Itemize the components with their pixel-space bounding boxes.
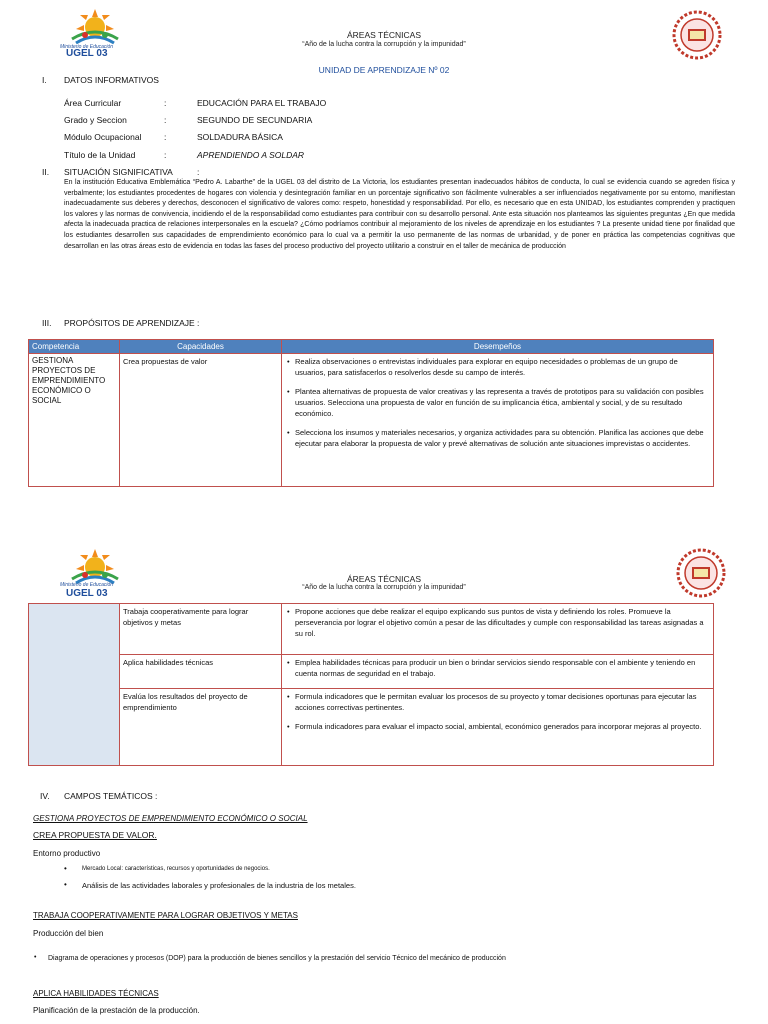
desempenos-cell xyxy=(282,689,714,766)
campo-heading: APLICA HABILIDADES TÉCNICAS xyxy=(33,989,159,998)
bullet-icon: • xyxy=(64,864,67,873)
campo-bullet: Diagrama de operaciones y procesos (DOP) para la producción de bienes sencillos y la prestación del servicio Técnico del mecánico de producción xyxy=(48,955,506,962)
campo-heading: CREA PROPUESTA DE VALOR. xyxy=(33,830,157,840)
capacidad-cell: Evalúa los resultados del proyecto de emprendimiento xyxy=(120,689,282,766)
campo-bullet: Análisis de las actividades laborales y profesionales de la industria de los metales. xyxy=(82,881,356,890)
competencia-cell: GESTIONA PROYECTOS DE EMPRENDIMIENTO ECONÓMICO O SOCIAL xyxy=(29,354,120,487)
datos-row-value: EDUCACIÓN PARA EL TRABAJO xyxy=(197,98,327,108)
desempeno-item: • Propone acciones que debe realizar el equipo explicando sus puntos de vista y definiendo los roles. Promueve la perseverancia por lograr el objetivo común a pesar de las dificultades y cumple con responsabilidad las tareas asignadas a su rol. xyxy=(295,606,710,639)
datos-row-value: SOLDADURA BÁSICA xyxy=(197,132,283,142)
bullet-icon: • xyxy=(64,880,67,889)
section2-num: II. xyxy=(42,167,50,177)
propositos-table-continued xyxy=(28,603,714,766)
logo-text-main: UGEL 03 xyxy=(66,588,108,599)
campo-heading: TRABAJA COOPERATIVAMENTE PARA LOGRAR OBJETIVOS Y METAS xyxy=(33,911,298,920)
col-header-desempenos: Desempeños xyxy=(282,340,714,354)
capacidad-cell: Aplica habilidades técnicas xyxy=(120,655,282,689)
situacion-text: En la institución Educativa Emblemática “Pedro A. Labarthe” de la UGEL 03 del distrito de La Victoria, los estudiantes presentan inadecuados hábitos de conducta, lo cual se evidencia cuando se agreden física y verbalmente; los estudiantes procedentes de hogares con violencia y desintegración familiar en un porcentaje significativo son fácilmente vulnerables a ser influenciados negativamente por su entorno, manifiestan inadecuadamente sus deberes y derechos, desconocen el significativo de valores como: respeto, honestidad y responsabilidad. Por ello, es necesario que en esta UNIDAD, los estudiantes comprenden y practiquen los valores y las normas de convivencia, incidiendo el de la responsabilidad como estudiantes para contribuir con su desarrollo personal. Ante esta situación nos planteamos las siguientes preguntas ¿En que medida afecta la inadecuada practica de relaciones interpersonales en la escuela? ¿Cómo podríamos contribuir al mejoramiento de los niveles de aprendizaje en los estudiantes ? La presente unidad tiene por finalidad que los estudiantes desarrollen sus capacidades de emprendimiento económico para lo cual va a permitir la uso permanente de las normas de urbanidad, y de poner en práctica las competencias cognitivas que desarrollan en las otras áreas esto de evidencia en todas las fases del proceso productivo del proyecto utilitario a construir en el taller de mecánica de producción xyxy=(64,179,735,250)
desempeno-item: • Formula indicadores para evaluar el impacto social, ambiental, económico generados para incorporar mejoras al proyecto. xyxy=(295,721,710,732)
col-header-capacidades: Capacidades xyxy=(120,340,282,354)
propositos-table xyxy=(28,339,714,487)
section2-title: SITUACIÓN SIGNIFICATIVA xyxy=(64,167,173,177)
logo-text-main: UGEL 03 xyxy=(66,48,108,59)
campo-subheading: Planificación de la prestación de la producción. xyxy=(33,1006,200,1015)
campo-bullet: Mercado Local: características, recursos y oportunidades de negocios. xyxy=(82,866,270,872)
area-title: ÁREAS TÉCNICAS xyxy=(346,574,421,584)
campo-subheading: Entorno productivo xyxy=(33,849,101,858)
unit-title: UNIDAD DE APRENDIZAJE Nº 02 xyxy=(318,65,450,75)
campo-heading: GESTIONA PROYECTOS DE EMPRENDIMIENTO ECONÓMICO O SOCIAL xyxy=(33,814,308,823)
desempeno-item: • Selecciona los insumos y materiales necesarios, y organiza actividades para su obtención. Planifica las acciones que debe ejecutar para elaborar la propuesta de valor y prevé alternativas de solución ante situaciones imprevistas o accidentes. xyxy=(295,427,710,449)
campo-subheading: Producción del bien xyxy=(33,929,104,938)
motto: “Año de la lucha contra la corrupción y la impunidad” xyxy=(302,41,466,48)
logo-text-top: Ministerio de Educación xyxy=(60,582,114,588)
motto: “Año de la lucha contra la corrupción y la impunidad” xyxy=(302,584,466,591)
desempeno-item: • Plantea alternativas de propuesta de valor creativas y las representa a través de prototipos para su validación con posibles usuarios. Selecciona una propuesta de valor en función de su implicancia ética, ambiental y social, y de su resultado económico. xyxy=(295,386,710,419)
logo-text-top: Ministerio de Educación xyxy=(60,44,114,50)
datos-row-value: APRENDIENDO A SOLDAR xyxy=(197,150,305,160)
desempenos-cell xyxy=(282,655,714,689)
desempeno-item: • Realiza observaciones o entrevistas individuales para explorar en equipo necesidades o problemas de un grupo de usuarios, para satisfacerlos o resolverlos desde su campo de interés. xyxy=(295,356,710,378)
school-seal-icon xyxy=(672,10,722,65)
section2-sep: : xyxy=(197,167,200,177)
section4-title: CAMPOS TEMÁTICOS : xyxy=(64,791,158,801)
competencia-cell-continued xyxy=(29,604,120,766)
section3-num: III. xyxy=(42,318,52,328)
section1-num: I. xyxy=(42,75,47,85)
section1-title: DATOS INFORMATIVOS xyxy=(64,75,159,85)
datos-row-label: Título de la Unidad xyxy=(64,150,136,160)
datos-row-sep: : xyxy=(164,132,167,142)
datos-row-value: SEGUNDO DE SECUNDARIA xyxy=(197,115,313,125)
datos-row-label: Área Curricular xyxy=(64,98,122,108)
desempeno-item: • Formula indicadores que le permitan evaluar los procesos de su proyecto y tomar decisiones oportunas para ejecutar las acciones correctivas pertinentes. xyxy=(295,691,710,713)
col-header-competencia: Competencia xyxy=(29,340,120,354)
datos-row-sep: : xyxy=(164,115,167,125)
datos-row-label: Módulo Ocupacional xyxy=(64,132,142,142)
area-title: ÁREAS TÉCNICAS xyxy=(346,30,421,40)
capacidad-cell: Trabaja cooperativamente para lograr objetivos y metas xyxy=(120,604,282,655)
section4-num: IV. xyxy=(40,791,50,801)
desempenos-cell xyxy=(282,354,714,487)
datos-row-sep: : xyxy=(164,98,167,108)
capacidad-cell: Crea propuestas de valor xyxy=(120,354,282,487)
datos-row-label: Grado y Seccion xyxy=(64,115,127,125)
section3-title: PROPÓSITOS DE APRENDIZAJE : xyxy=(64,318,200,328)
school-seal-icon xyxy=(676,548,726,603)
desempenos-cell xyxy=(282,604,714,655)
datos-row-sep: : xyxy=(164,150,167,160)
desempeno-item: • Emplea habilidades técnicas para producir un bien o brindar servicios siendo responsable con el ambiente y teniendo en cuenta normas de seguridad en el trabajo. xyxy=(295,657,710,679)
bullet-icon: • xyxy=(34,954,37,961)
